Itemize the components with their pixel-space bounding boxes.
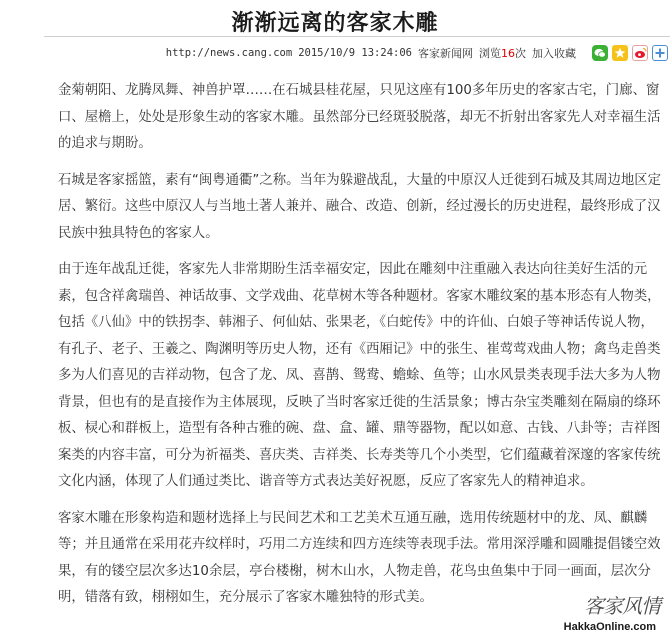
site-watermark [530, 590, 662, 634]
watermark-site: HakkaOnline.com [563, 621, 656, 633]
qzone-icon[interactable] [612, 45, 628, 61]
wechat-icon[interactable] [592, 45, 608, 61]
paragraph: 石城是客家摇篮，素有“闽粤通衢”之称。当年为躲避战乱，大量的中原汉人迁徙到石城及其周边地区定居、繁衍。这些中原汉人与当地土著人兼并、融合、改造、创新，经过漫长的历史进程，最终形成了汉民族中独具特色的客家人。 [58, 172, 662, 241]
source-name: 客家新闻网 [418, 47, 473, 60]
paragraph: 客家木雕在形象构造和题材选择上与民间艺术和工艺美术互通互融，选用传统题材中的龙、凤、麒麟等；并且通常在采用花卉纹样时，巧用二方连续和四方连续等表现手法。常用深浮雕和圆雕提倡镂空效果，有的镂空层次多达10余层，亭台楼榭，树木山水，人物走兽，花鸟虫鱼集中于同一画面，层次分明，错落有致，栩栩如生，充分展示了客家木雕独特的形式美。 [58, 510, 661, 605]
views-unit: 次 [515, 47, 526, 60]
source-url[interactable]: http://news.cang.com [165, 47, 293, 59]
watermark-script: 客家风情 [584, 594, 660, 618]
paragraph: 由于连年战乱迁徙，客家先人非常期盼生活幸福安定，因此在雕刻中注重融入表达向往美好生活的元素，包含祥禽瑞兽、神话故事、文学戏曲、花草树木等各种题材。客家木雕纹案的基本形态有人物类，包括《八仙》中的铁拐李、韩湘子、何仙姑、张果老，《白蛇传》中的许仙、白娘子等神话传说人物，有孔子、老子、王羲之、陶渊明等历史人物，还有《西厢记》中的张生、崔莺莺戏曲人物；禽鸟走兽类多为人们喜见的吉祥动物，包含了龙、凤、喜鹊、鸳鸯、蟾蜍、鱼等；山水风景类表现手法大多为人物背景，但也有的是直接作为主体展现，反映了当时客家迁徙的生活景象；博古杂宝类雕刻在隔扇的绦环板、棂心和群板上，造型有各种古雅的碗、盘、盒、罐、鼎等器物，配以如意、古钱、八卦等；吉祥图案类的内容丰富，可分为祈福类、喜庆类、吉祥类、长寿类等几个小类型，它们蕴藏着深邃的客家传统文化内涵，体现了人们通过类比、谐音等方式表达美好祝愿，反应了客家先人的精神追求。 [58, 262, 661, 489]
title-divider [44, 36, 670, 37]
more-share-icon[interactable] [652, 45, 668, 61]
views-count: 16 [501, 46, 515, 60]
share-bar [592, 45, 668, 61]
article-body [58, 78, 666, 622]
views-label: 浏览 [479, 47, 501, 60]
article-meta [0, 43, 670, 63]
article-title: 渐渐远离的客家木雕 [231, 11, 439, 36]
weibo-icon[interactable] [632, 45, 648, 61]
publish-date: 2015/10/9 13:24:06 [298, 47, 412, 59]
bookmark-link[interactable]: 加入收藏 [532, 47, 576, 60]
paragraph: 金菊朝阳、龙腾凤舞、神兽护罩……在石城县桂花屋，只见这座有100多年历史的客家古宅，门廊、窗口、屋檐上，处处是形象生动的客家木雕。虽然部分已经斑驳脱落，却无不折射出客家先人对幸福生活的追求与期盼。 [58, 83, 661, 151]
